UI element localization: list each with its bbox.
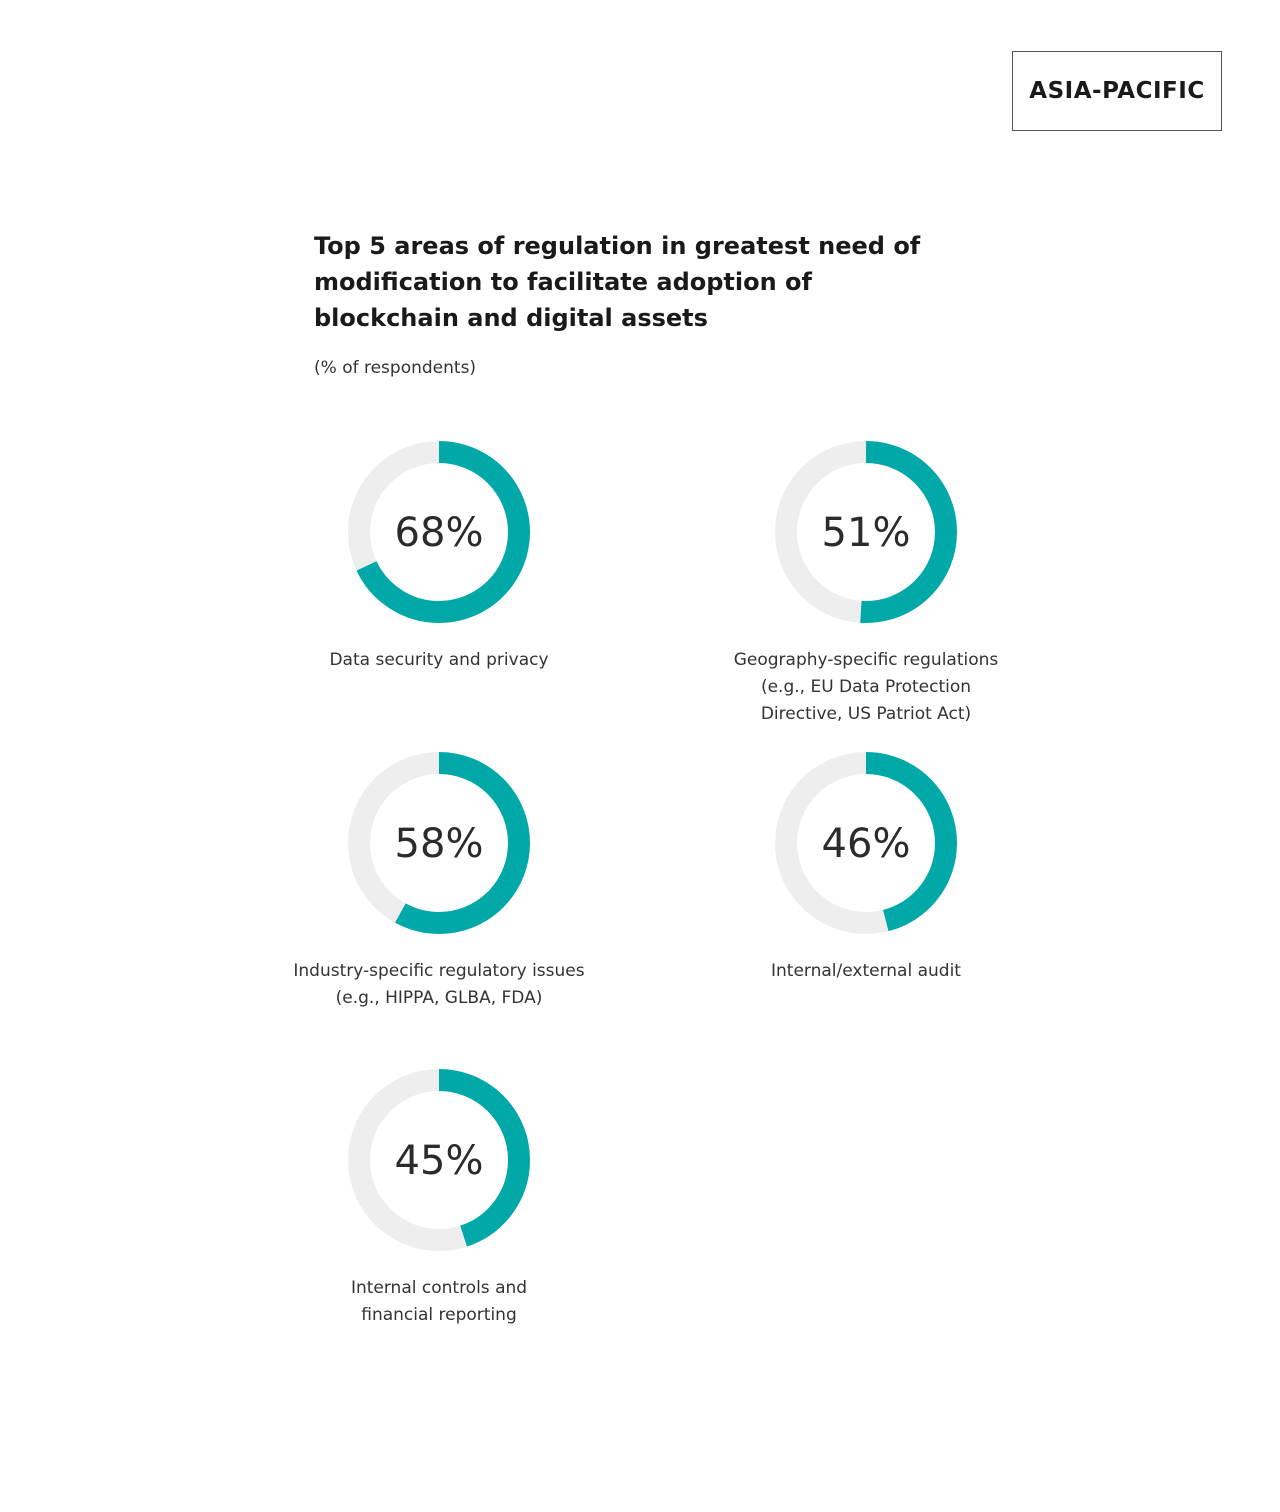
chart-subtitle: (% of respondents) — [314, 358, 477, 378]
donut-card-internal-controls — [259, 1065, 619, 1329]
donut-chart — [344, 1065, 534, 1255]
donut-label — [686, 958, 1046, 985]
donut-card-audit — [686, 748, 1046, 985]
donut-label — [259, 1275, 619, 1329]
donut-label-line: Industry-specific regulatory issues — [293, 961, 585, 981]
donut-value: 51% — [821, 510, 911, 556]
donut-value: 58% — [394, 821, 484, 867]
donut-label-line: financial reporting — [361, 1305, 517, 1325]
donut-label-line: (e.g., EU Data Protection — [760, 677, 972, 697]
donut-label-line: Geography-specific regulations — [733, 650, 999, 670]
donut-chart — [344, 437, 534, 627]
donut-chart — [771, 748, 961, 938]
donut-label — [259, 647, 619, 674]
donut-value: 46% — [821, 821, 911, 867]
donut-label-line: Directive, US Patriot Act) — [760, 704, 972, 724]
donut-value: 45% — [394, 1138, 484, 1184]
donut-card-industry — [259, 748, 619, 1012]
donut-value: 68% — [394, 510, 484, 556]
donut-label-line: Data security and privacy — [329, 650, 549, 670]
donut-label-line: Internal/external audit — [771, 961, 961, 981]
donut-card-data-security — [259, 437, 619, 674]
donut-chart — [344, 748, 534, 938]
donut-card-geography — [686, 437, 1046, 728]
donut-chart — [771, 437, 961, 627]
chart-title: Top 5 areas of regulation in greatest need of modification to facilitate adoption of blockchain and digital assets — [314, 232, 921, 332]
donut-label-line: Internal controls and — [350, 1278, 528, 1298]
region-badge: ASIA-PACIFIC — [1012, 51, 1222, 131]
donut-label-line: (e.g., HIPPA, GLBA, FDA) — [335, 988, 543, 1008]
donut-label — [686, 647, 1046, 728]
donut-label — [259, 958, 619, 1012]
